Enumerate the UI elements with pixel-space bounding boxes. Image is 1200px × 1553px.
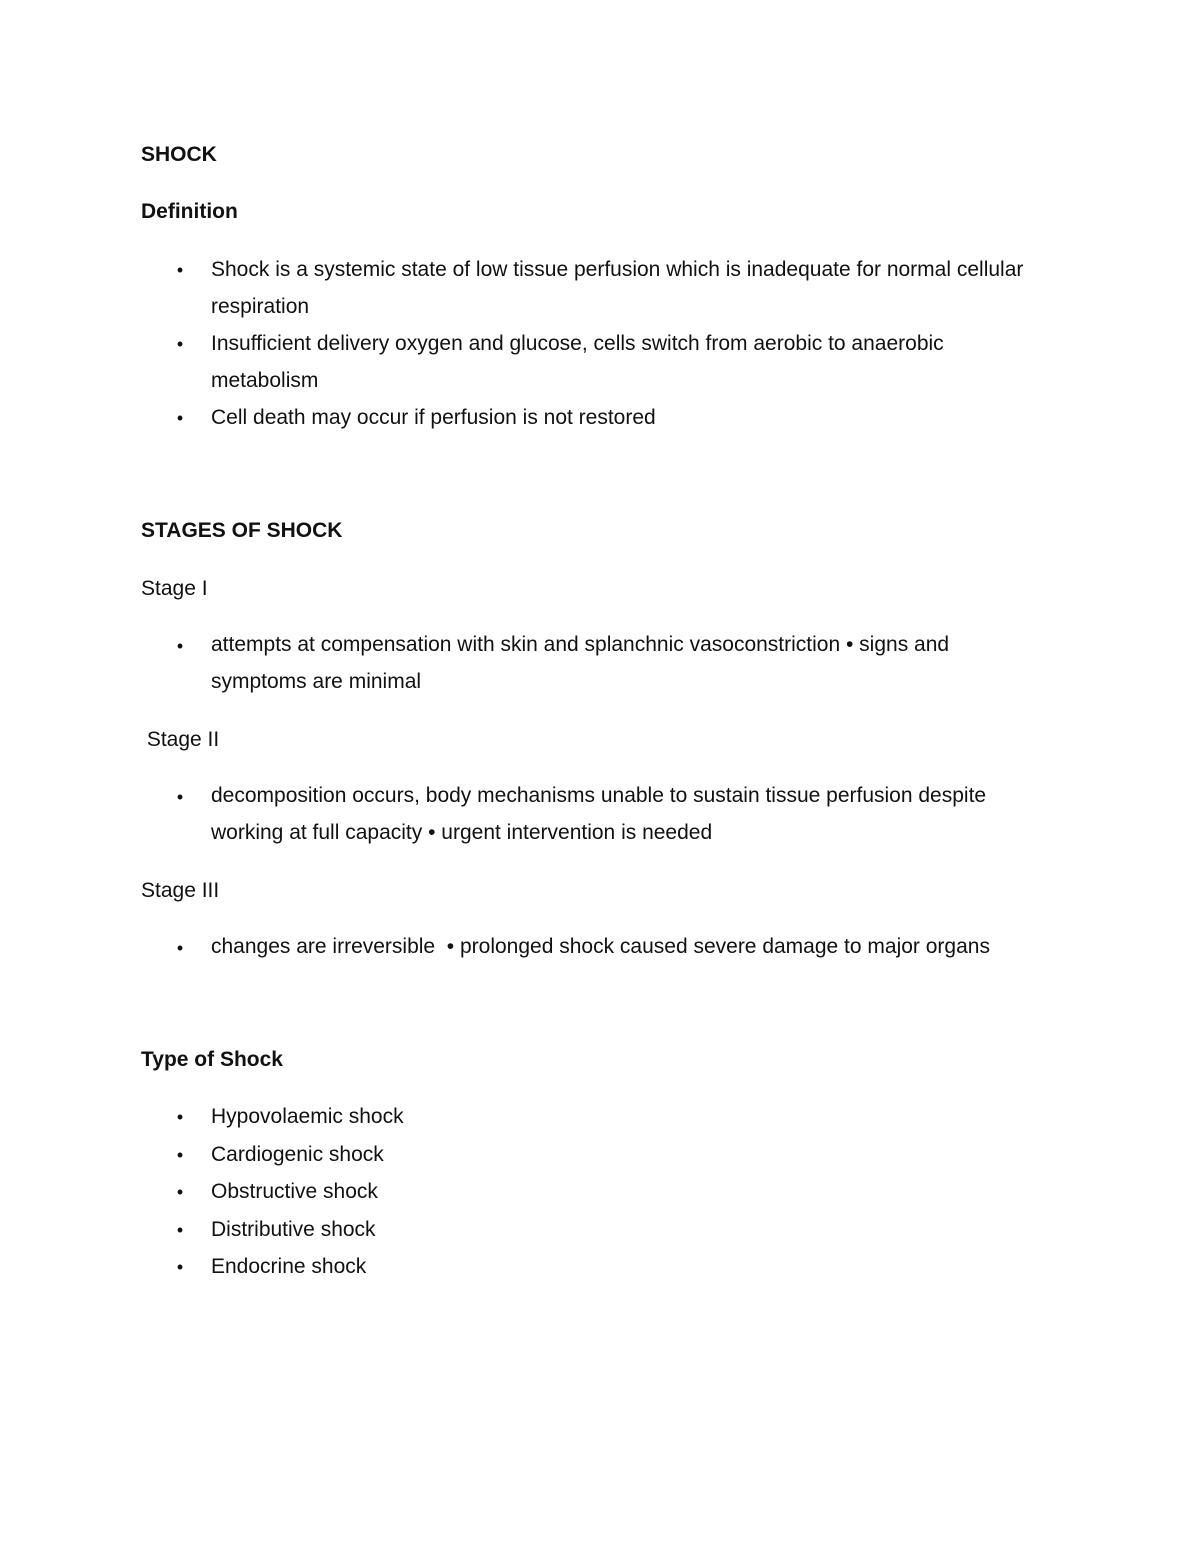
bullet-icon: • [176,636,184,656]
stage-1-label: Stage I [141,577,208,600]
bullet-icon: • [176,1145,184,1165]
definition-item-1-line-2: respiration [211,295,310,318]
definition-item-1-line-1: Shock is a systemic state of low tissue perfusion which is inadequate for normal cellular [211,258,1024,281]
stage-1-line-1: attempts at compensation with skin and splanchnic vasoconstriction • signs and [211,633,950,656]
stage-3-label: Stage III [141,879,220,902]
stage-2-line-1: decomposition occurs, body mechanisms unable to sustain tissue perfusion despite [211,784,987,807]
stages-heading: STAGES OF SHOCK [141,519,343,542]
definition-item-2-line-1: Insufficient delivery oxygen and glucose, cells switch from aerobic to anaerobic [211,332,944,355]
type-item-endocrine: Endocrine shock [211,1255,367,1278]
bullet-icon: • [176,408,184,428]
type-item-hypovolaemic: Hypovolaemic shock [211,1105,404,1128]
definition-heading: Definition [141,200,238,223]
types-heading: Type of Shock [141,1048,283,1071]
bullet-icon: • [176,1257,184,1277]
definition-item-3-line-1: Cell death may occur if perfusion is not restored [211,406,656,429]
bullet-icon: • [176,1107,184,1127]
bullet-icon: • [176,938,184,958]
bullet-icon: • [176,1182,184,1202]
bullet-icon: • [176,260,184,280]
type-item-obstructive: Obstructive shock [211,1180,378,1203]
bullet-icon: • [176,787,184,807]
document-title: SHOCK [141,143,217,166]
stage-2-label: Stage II [141,728,220,751]
stage-1-line-2: symptoms are minimal [211,670,422,693]
bullet-icon: • [176,1220,184,1240]
type-item-distributive: Distributive shock [211,1218,376,1241]
type-item-cardiogenic: Cardiogenic shock [211,1143,384,1166]
definition-item-2-line-2: metabolism [211,369,319,392]
stage-2-line-2: working at full capacity • urgent intervention is needed [211,821,713,844]
stage-3-line-1: changes are irreversible • prolonged shock caused severe damage to major organs [211,935,990,958]
bullet-icon: • [176,334,184,354]
